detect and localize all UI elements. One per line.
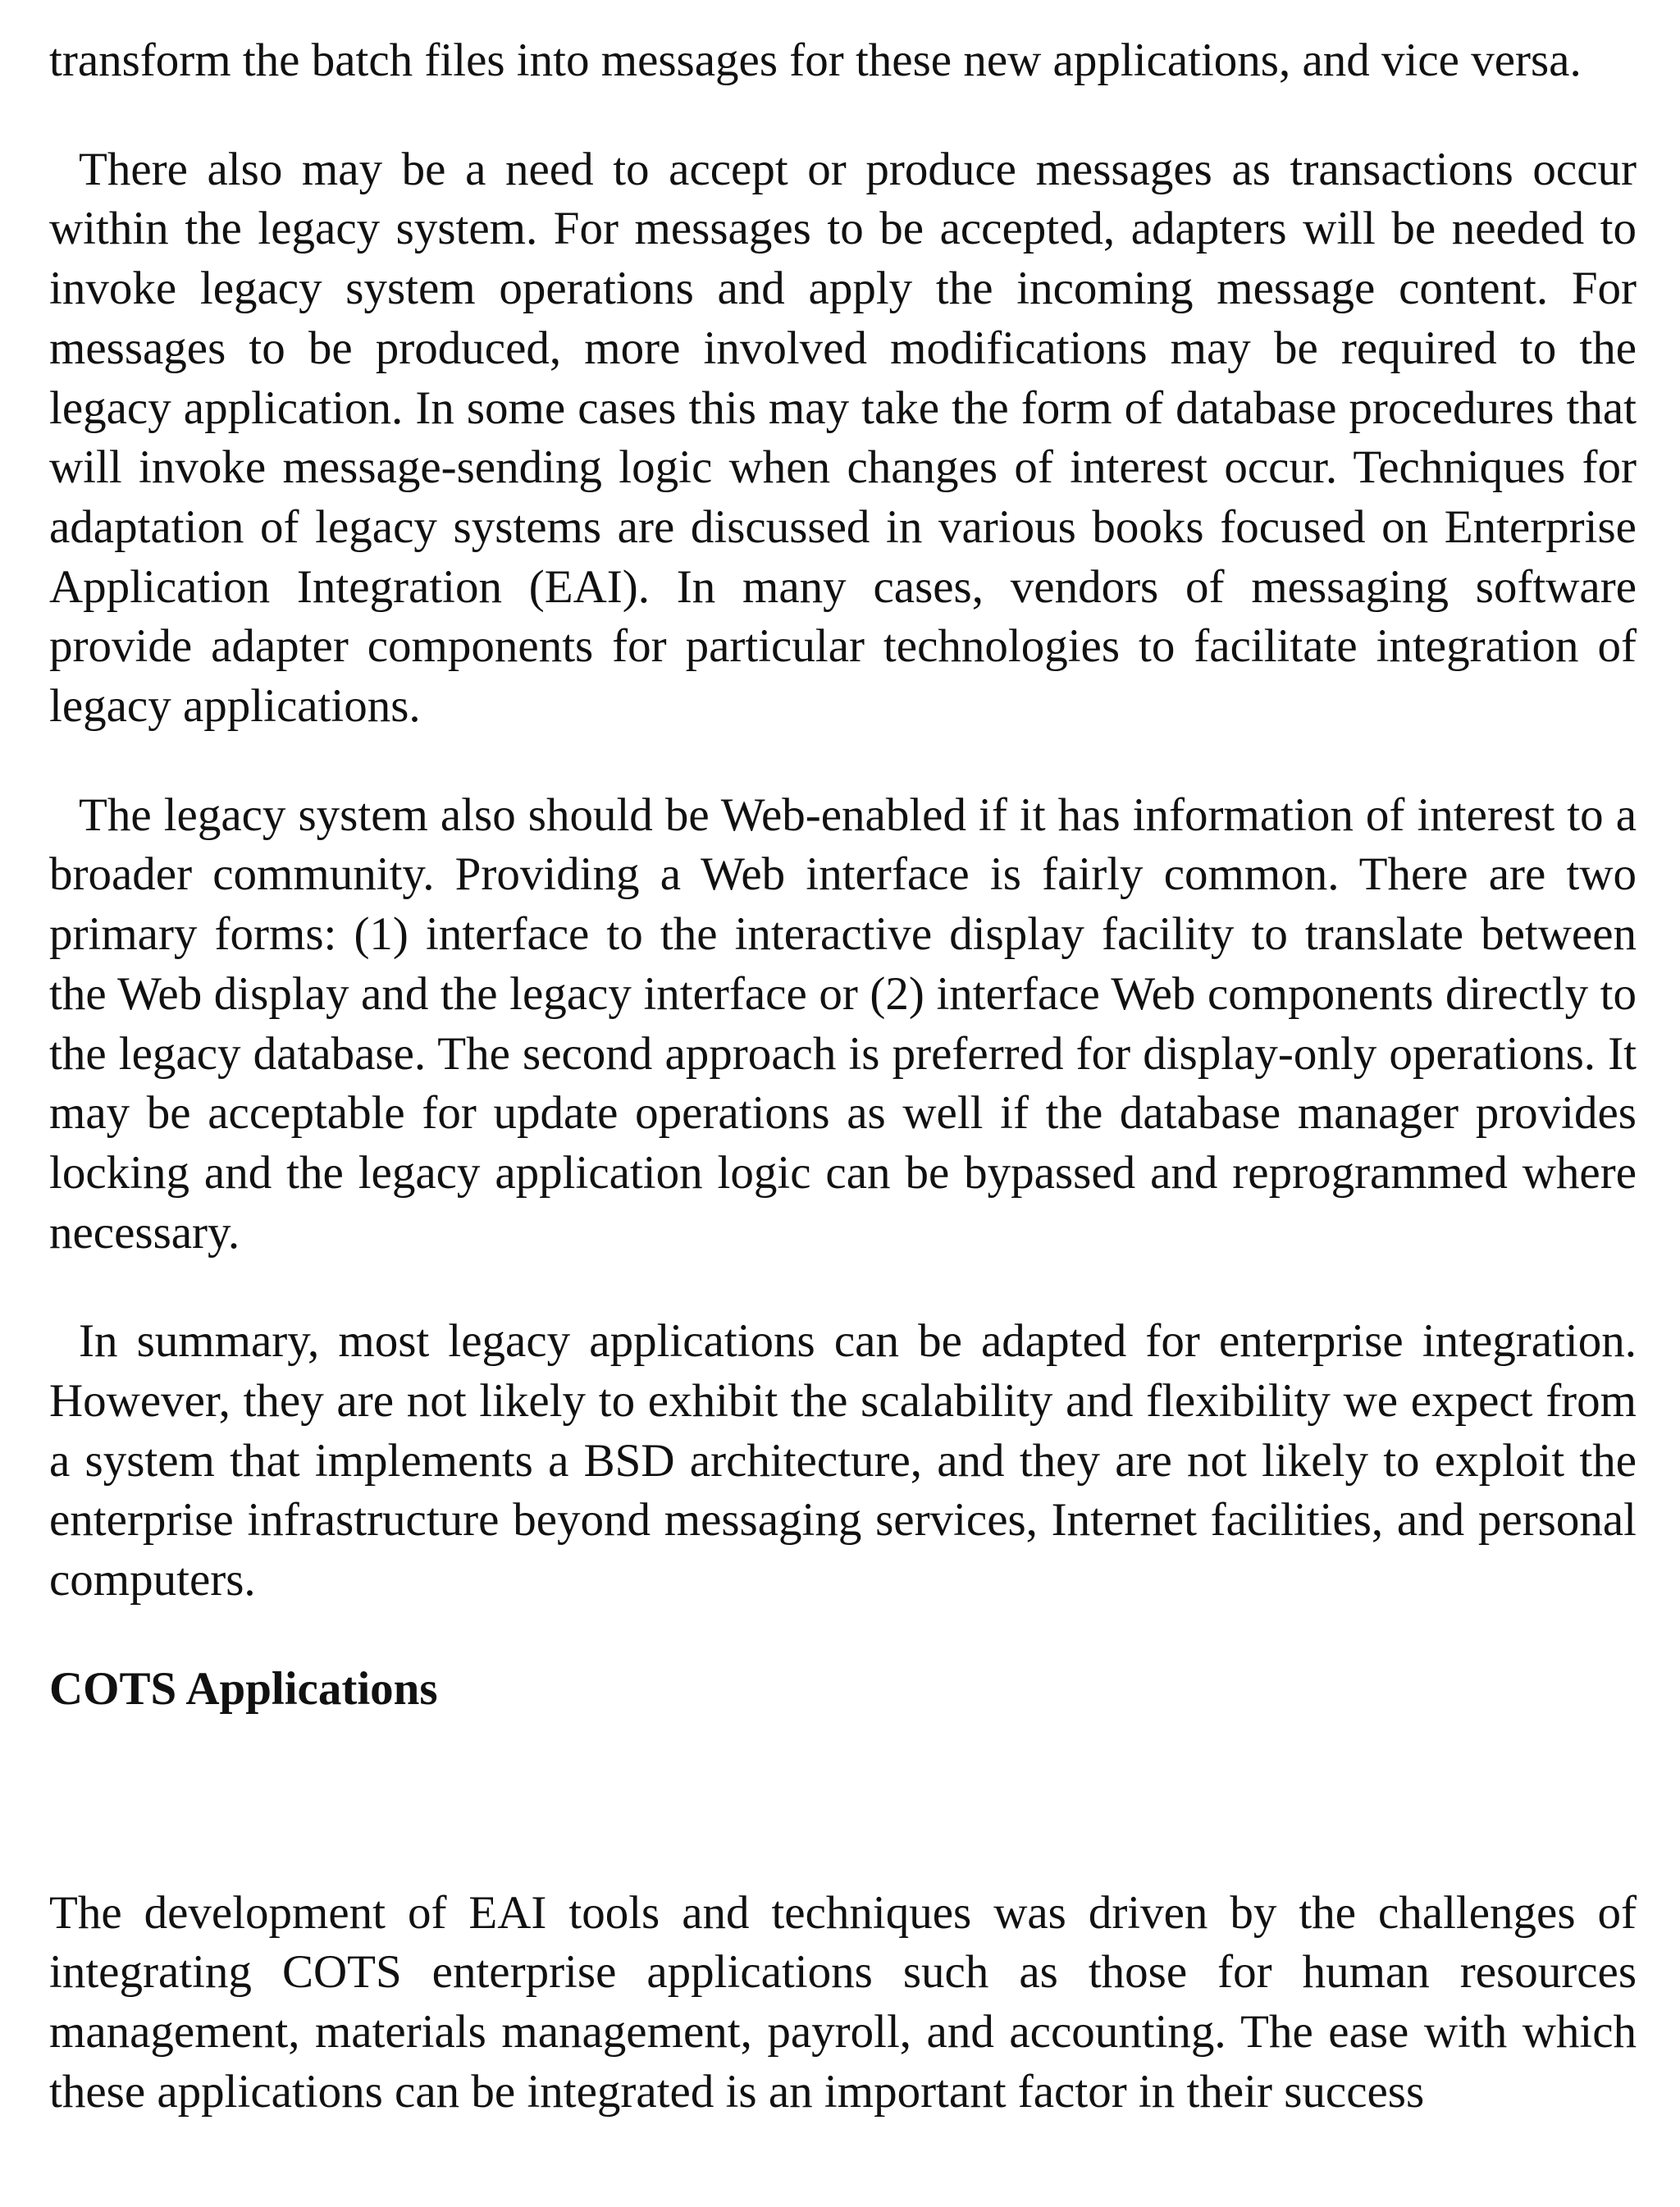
- paragraph-messages: There also may be a need to accept or produce messages as transactions occur within the legacy system. For messages to be accepted, adapters will be needed to invoke legacy system operations and apply the incoming message content. For messages to be produced, more involved modifications may be required to the legacy application. In some cases this may take the form of database procedures that will invoke message-sending logic when changes of interest occur. Techniques for adaptation of legacy systems are discussed in various books focused on Enterprise Application Integration (EAI). In many cases, vendors of messaging software provide adapter components for particular technologies to facilitate integration of legacy applications.: [49, 143, 1637, 733]
- paragraph-cots: The development of EAI tools and techniques was driven by the challenges of integrating COTS enterprise applications such as those for human resources management, materials management, payroll, and accounting. The ease with which these applications can be integrated is an important factor in their success: [49, 1886, 1637, 2118]
- paragraph-continuation: transform the batch files into messages for these new applications, and vice versa.: [49, 34, 1582, 86]
- document-page: [49, 31, 1637, 2122]
- paragraph-web-enabled: The legacy system also should be Web-enabled if it has information of interest to a broader community. Providing a Web interface is fairly common. There are two primary forms: (1) interface to the interactive display facility to translate between the Web display and the legacy interface or (2) interface Web components directly to the legacy database. The second approach is preferred for display-only operations. It may be acceptable for update operations as well if the database manager provides locking and the legacy application logic can be bypassed and reprogrammed where necessary.: [49, 788, 1637, 1259]
- section-heading: COTS Applications: [49, 1662, 438, 1715]
- paragraph-summary: In summary, most legacy applications can be adapted for enterprise integration. However, they are not likely to exhibit the scalability and flexibility we expect from a system that implements a BSD architecture, and they are not likely to exploit the enterprise infrastructure beyond messaging services, Internet facilities, and personal computers.: [49, 1315, 1637, 1606]
